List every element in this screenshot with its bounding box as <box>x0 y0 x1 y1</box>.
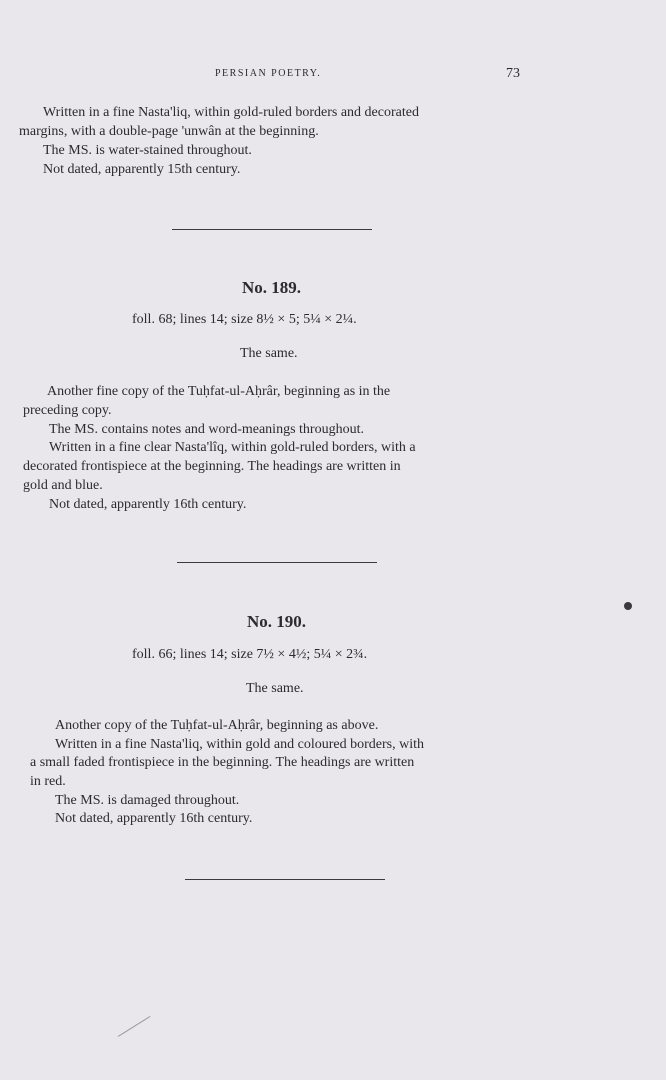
body-line: Another copy of the Tuḥfat-ul-Aḥrâr, beginning as above. <box>55 718 379 733</box>
body-line: The MS. is damaged throughout. <box>55 793 240 808</box>
entry-number: No. 190. <box>247 612 307 631</box>
body-line: decorated frontispiece at the beginning. The headings are written in <box>23 459 401 474</box>
section-divider <box>177 562 377 563</box>
body-line: preceding copy. <box>23 403 112 418</box>
body-line: Another fine copy of the Tuḥfat-ul-Aḥrâr, beginning as in the <box>47 384 391 399</box>
entry-collation: foll. 68; lines 14; size 8½ × 5; 5¼ × 2¼. <box>132 312 357 327</box>
body-line: margins, with a double-page 'unwân at the beginning. <box>19 124 319 139</box>
entry-collation: foll. 66; lines 14; size 7½ × 4½; 5¼ × 2¾. <box>132 647 368 662</box>
body-line: The MS. contains notes and word-meanings throughout. <box>49 422 364 437</box>
body-line: Written in a fine Nasta'liq, within gold and coloured borders, with <box>55 737 424 752</box>
body-line: Written in a fine clear Nasta'lîq, within gold-ruled borders, with a <box>49 440 416 455</box>
entry-title: The same. <box>240 346 298 361</box>
running-head: PERSIAN POETRY. <box>215 68 322 79</box>
body-line: Not dated, apparently 16th century. <box>49 497 247 512</box>
section-divider <box>185 879 385 880</box>
body-line: Not dated, apparently 15th century. <box>43 162 241 177</box>
page-number: 73 <box>506 66 520 81</box>
entry-number: No. 189. <box>242 278 302 297</box>
body-line: Not dated, apparently 16th century. <box>55 811 253 826</box>
body-line: gold and blue. <box>23 478 103 493</box>
body-line: a small faded frontispiece in the beginning. The headings are written <box>30 755 415 770</box>
body-line: in red. <box>30 774 66 789</box>
ink-speck <box>624 602 632 610</box>
section-divider <box>172 229 372 230</box>
body-line: Written in a fine Nasta'liq, within gold-ruled borders and decorated <box>43 105 419 120</box>
entry-title: The same. <box>246 681 304 696</box>
body-line: The MS. is water-stained throughout. <box>43 143 252 158</box>
pencil-mark <box>118 1016 151 1037</box>
